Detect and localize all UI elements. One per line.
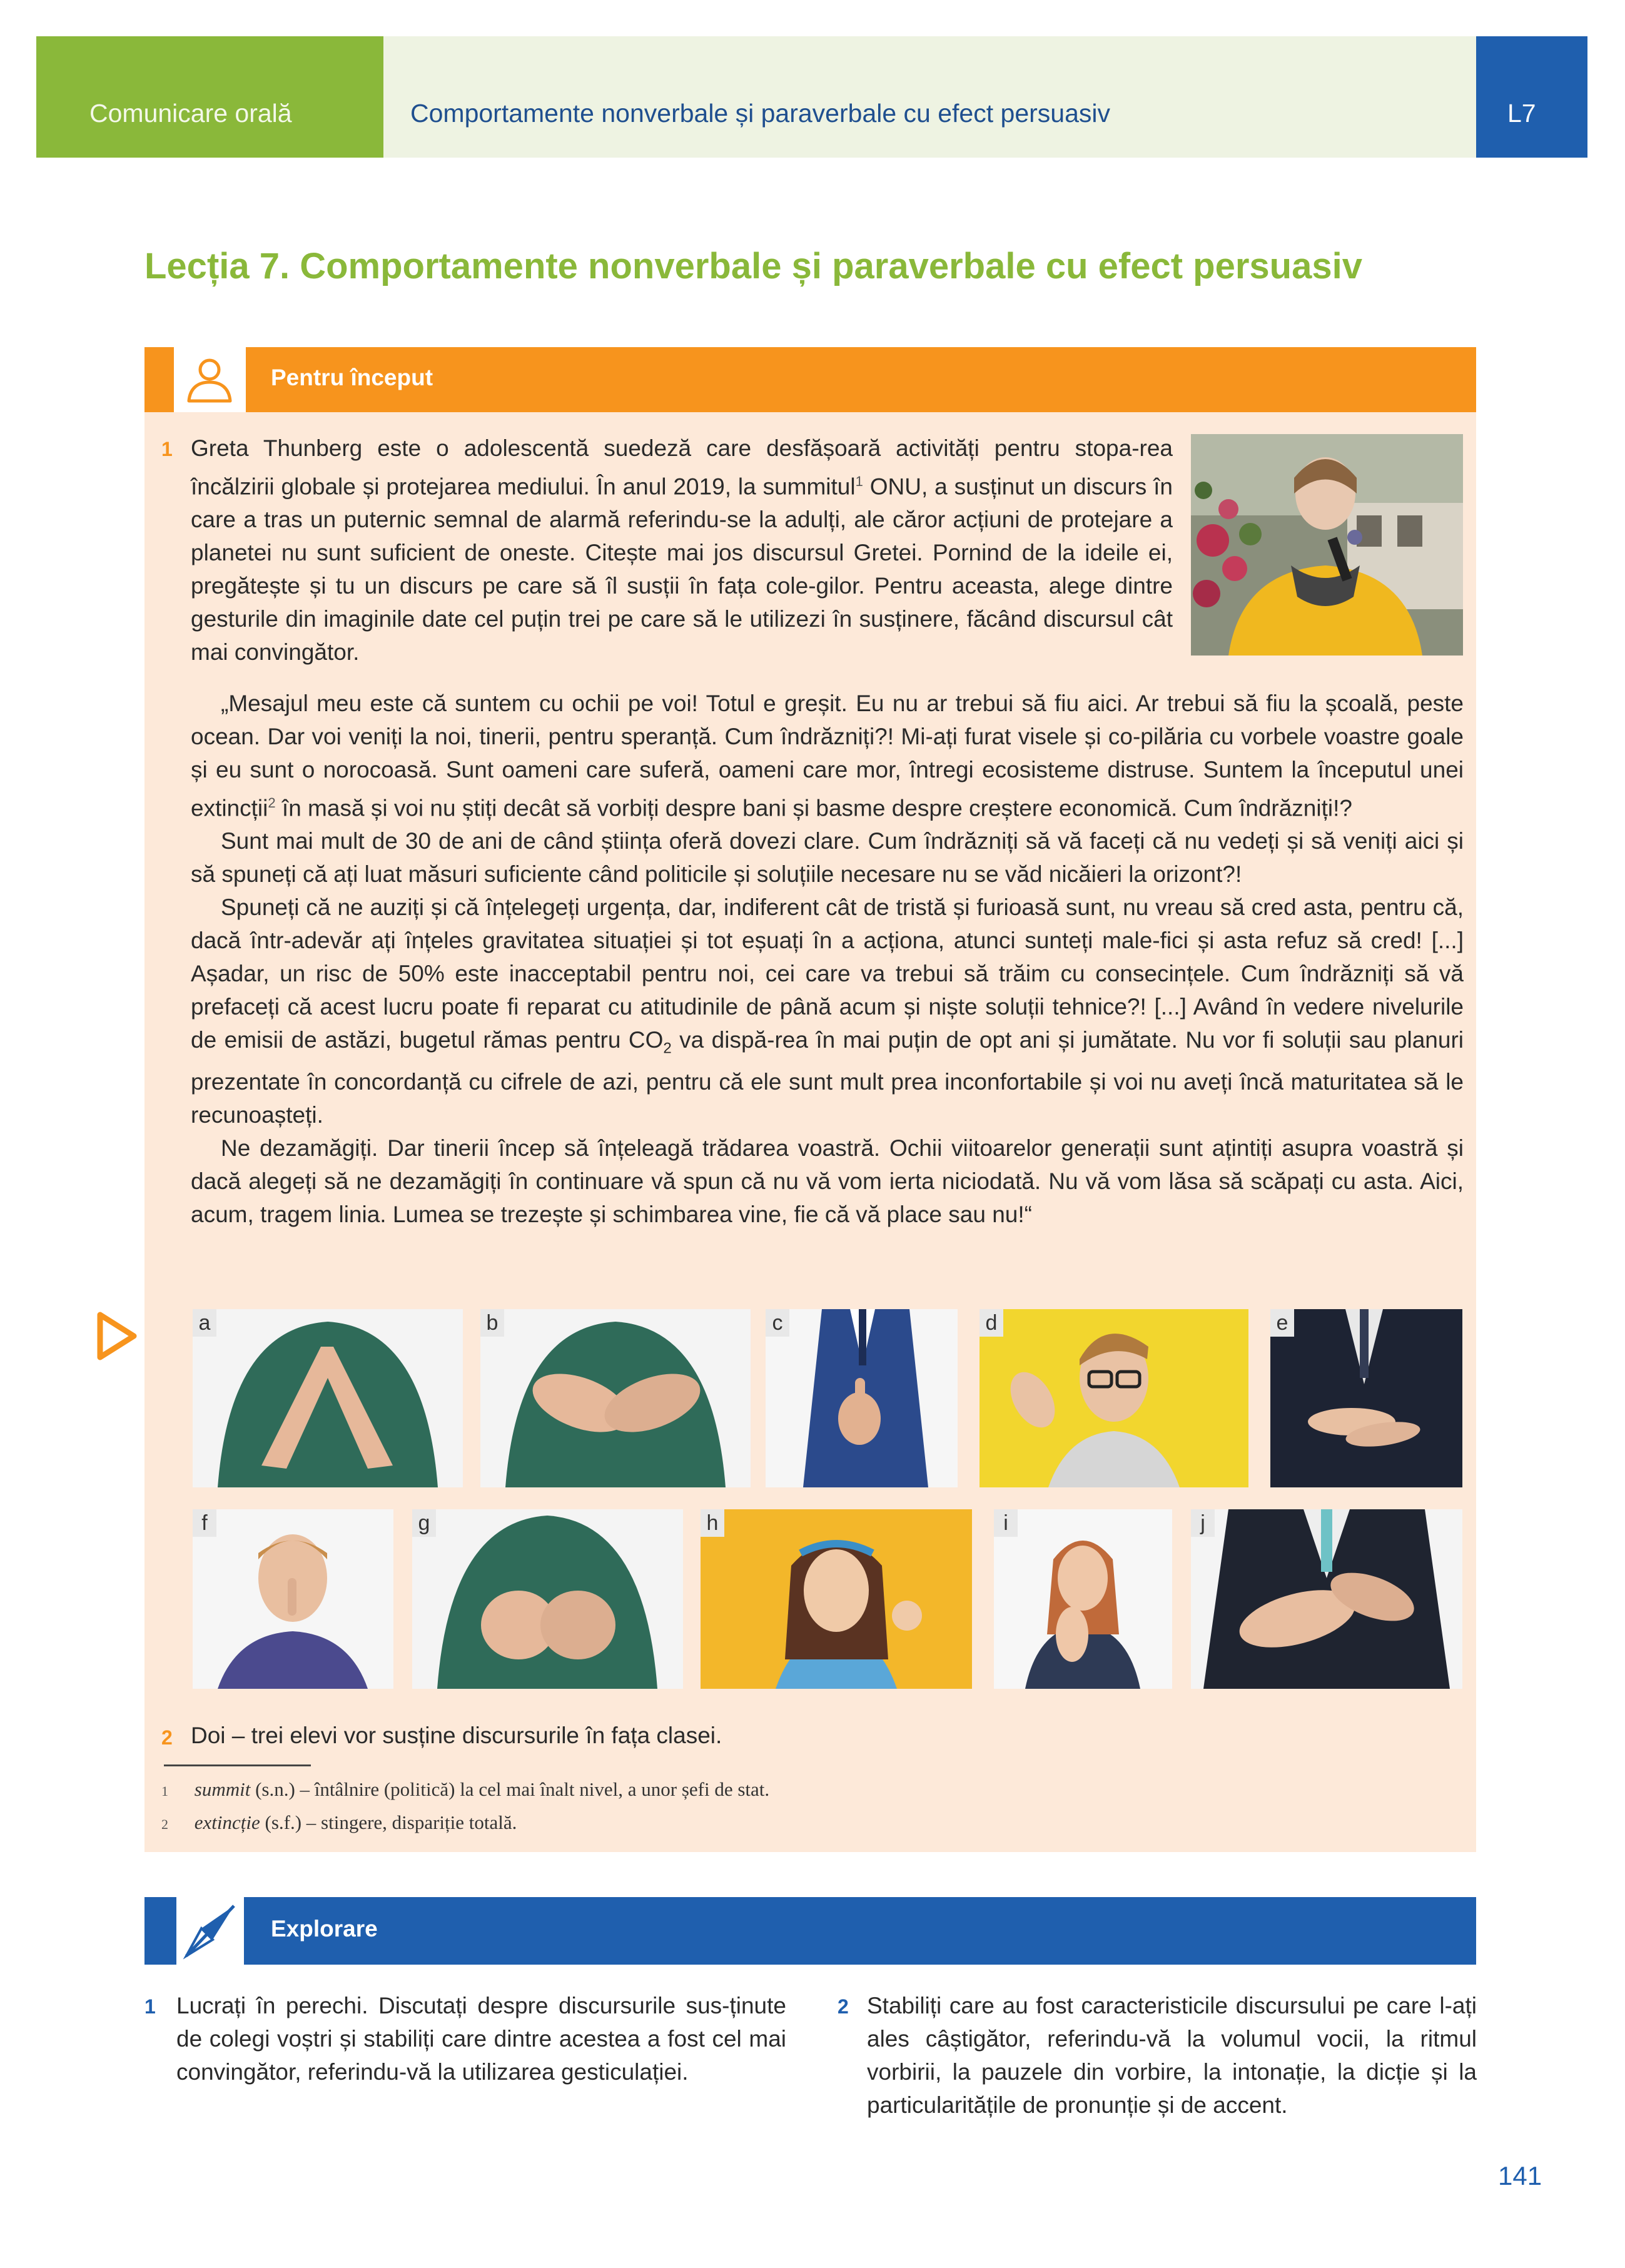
gesture-image-a — [193, 1309, 463, 1487]
header-section: Comunicare orală — [89, 99, 292, 128]
footnote-divider — [164, 1764, 311, 1766]
image-label: h — [701, 1509, 724, 1537]
gesture-image-b — [480, 1309, 751, 1487]
image-label: c — [766, 1309, 789, 1337]
page-title: Lecția 7. Comportamente nonverbale și paraverbale cu efect persuasiv — [144, 246, 1362, 286]
gesture-image-f — [193, 1509, 393, 1689]
quote-paragraph: Sunt mai mult de 30 de ani de când știința oferă dovezi clare. Cum îndrăzniți să vă faceți că nu vedeți și să veniți aici și să spuneți că ați luat măsuri suficiente când politicile și soluțiile necesare nu se văd nicăieri la orizont?! — [191, 828, 1464, 888]
quote-paragraph: „Mesajul meu este că suntem cu ochii pe voi! Totul e greșit. Eu nu ar trebui să fiu aici. Ar trebui să fiu la școală, peste ocean. Dar voi veniți la noi, tinerii, pentru speranță. Cum îndrăzniți?! Mi-ați furat visele și co-pilăria cu vorbele voastre goale și eu sunt o norocoasă. Sunt oameni care suferă, oameni care mor, întregi ecosisteme distruse. Suntem la începutul unei extincții$^2$ în masă și voi nu știți decât să vorbiți despre bani și basme despre creștere economică. Cum îndrăzniți!? — [191, 691, 1464, 821]
gesture-image-j — [1191, 1509, 1462, 1689]
gesture-image-c — [766, 1309, 958, 1487]
header-section-block — [36, 36, 383, 158]
footnote-2: 2 extincție (s.f.) – stingere, dispariție totală. — [161, 1811, 517, 1833]
gesture-image-g — [412, 1509, 683, 1689]
gesture-image-h — [701, 1509, 972, 1689]
image-label: i — [994, 1509, 1018, 1537]
footnote-1: 1 summit (s.n.) – întâlnire (politică) la cel mai înalt nivel, a unor șefi de stat. — [161, 1778, 770, 1800]
play-triangle-icon — [95, 1311, 139, 1364]
explorare-item-2: Stabiliți care au fost caracteristicile discursului pe care l-ați ales câștigător, referindu-vă la volumul vocii, la ritmul vorbirii, la pauzele din vorbire, la intonație, la dicție și la particularitățile de pronunție și de accent. — [867, 1993, 1477, 2118]
quote-paragraph: Ne dezamăgiți. Dar tinerii încep să înțeleagă trădarea voastră. Ochii viitoarelor generații sunt ațintiți asupra voastră și dacă alegeți să ne dezamăgiți în continuare vă spun că nu vă vom ierta niciodată. Nu vă vom lăsa să scăpați cu asta. Aici, acum, tragem linia. Lumea se trezește și schimbarea vine, fie că vă place sau nu!“ — [191, 1135, 1464, 1227]
gesture-image-i — [994, 1509, 1172, 1689]
speech-quote — [191, 687, 1464, 1231]
gesture-image-e — [1270, 1309, 1462, 1487]
page-number: 141 — [1498, 2161, 1542, 2190]
header-topic-block — [383, 36, 1476, 158]
image-label: g — [412, 1509, 436, 1537]
header-lesson-code: L7 — [1507, 99, 1536, 128]
footnote-ref[interactable]: 1 — [855, 473, 863, 489]
header-code-block — [1476, 36, 1587, 158]
image-label: d — [980, 1309, 1003, 1337]
gesture-image-d — [980, 1309, 1248, 1487]
greta-thunberg-photo — [1191, 434, 1463, 656]
quote-paragraph: Spuneți că ne auziți și că înțelegeți urgența, dar, indiferent cât de tristă și furioasă sunt, nu vreau să cred asta, pentru că, dacă într-adevăr ați înțeles gravitatea situației și tot eșuați în a acționa, atunci sunteți male-fici și asta refuz să cred! [...] Așadar, un risc de 50% este inacceptabil pentru noi, cei care va trebui să trăim cu consecințele. Cum îndrăzniți să vă prefaceți că acest lucru poate fi reparat cu atitudinile de până acum și niște soluții tehnice?! [...] Având în vedere nivelurile de emisii de astăzi, bugetul rămas pentru $CO_2$ va dispă-rea în mai puțin de opt ani și jumătate. Nu vor fi soluții sau planuri prezentate în concordanță cu cifrele de azi, pentru că ele sunt mult prea inconfortabile și voi nu aveți încă maturitatea să le recunoașteți. — [191, 894, 1464, 1128]
image-label: e — [1270, 1309, 1294, 1337]
image-label: a — [193, 1309, 216, 1337]
compass-icon — [176, 1897, 244, 1965]
item-number: 2 — [838, 1995, 849, 2018]
footnote-ref[interactable]: 2 — [268, 795, 276, 811]
explorare-item-1: Lucrați în perechi. Discutați despre discursurile sus-ținute de colegi voștri și stabiliți care dintre acestea a fost cel mai convingător, referindu-vă la utilizarea gesticulației. — [176, 1993, 786, 2085]
section-title: Pentru început — [271, 365, 433, 390]
item-number: 2 — [161, 1726, 173, 1749]
item1-text: Greta Thunberg este o adolescentă suedeză care desfășoară activități pentru stopa-rea încălzirii globale și protejarea mediului. În anul 2019, la summitul$^1$ ONU, a susținut un discurs în care a tras un puternic semnal de alarmă referindu-se la adulți, ale căror acțiuni de protejare a planetei nu sunt suficient de oneste. Citește mai jos discursul Gretei. Pornind de la ideile ei, pregătește și tu un discurs pe care să îl susții în fața cole-gilor. Pentru aceasta, alege dintre gesturile din imaginile date cel puțin trei pe care să le utilizezi în susținere, făcând discursul cât mai convingător. — [191, 435, 1173, 666]
item-number: 1 — [161, 438, 173, 460]
image-label: b — [480, 1309, 504, 1337]
section-icon-box — [174, 347, 246, 412]
header-topic: Comportamente nonverbale și paraverbale cu efect persuasiv — [410, 99, 1110, 128]
section-title: Explorare — [271, 1916, 378, 1941]
image-label: f — [193, 1509, 216, 1537]
section-icon-box — [176, 1897, 244, 1965]
person-icon — [174, 347, 246, 412]
item-number: 1 — [144, 1995, 156, 2018]
image-label: j — [1191, 1509, 1215, 1537]
item2-text: Doi – trei elevi vor susține discursurile în fața clasei. — [191, 1723, 722, 1748]
